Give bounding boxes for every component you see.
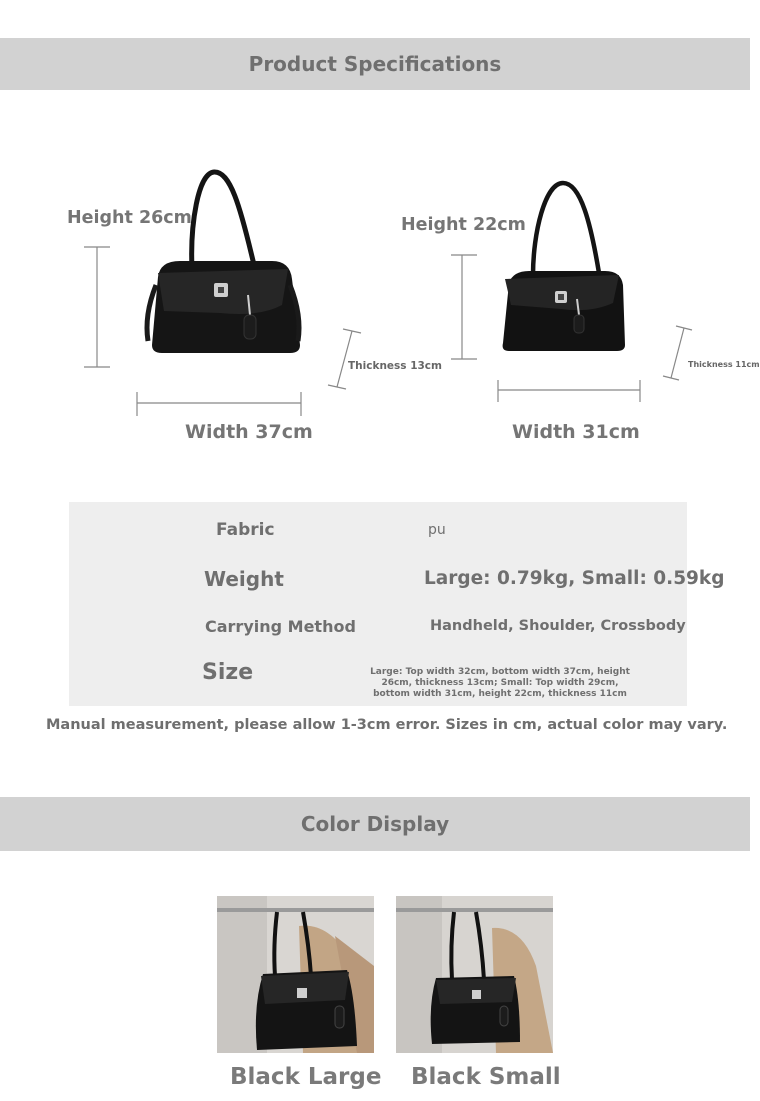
color-label-black-small: Black Small <box>411 1064 561 1090</box>
spec-label-carrying: Carrying Method <box>205 617 356 636</box>
large-bag-image <box>140 165 310 360</box>
small-width-label: Width 31cm <box>512 421 640 443</box>
spec-label-fabric: Fabric <box>216 520 275 540</box>
measurement-note: Manual measurement, please allow 1-3cm error. Sizes in cm, actual color may vary. <box>46 717 728 733</box>
spec-value-size <box>362 667 638 700</box>
small-height-bracket <box>447 253 481 363</box>
spec-value-carrying: Handheld, Shoulder, Crossbody <box>430 618 686 634</box>
small-thickness-bracket <box>660 322 696 384</box>
spec-value-size-line2: 26cm, thickness 13cm; Small: Top width 29cm, <box>381 678 619 688</box>
small-thickness-label: Thickness 11cm <box>688 360 760 369</box>
specs-section-title: Product Specifications <box>248 52 502 76</box>
large-width-label: Width 37cm <box>185 421 313 443</box>
spec-label-size: Size <box>202 660 254 685</box>
specs-section-header <box>0 38 750 90</box>
spec-value-weight: Large: 0.79kg, Small: 0.59kg <box>424 568 725 589</box>
large-width-bracket <box>133 390 305 418</box>
large-height-bracket <box>80 245 114 370</box>
spec-value-fabric: pu <box>428 522 446 538</box>
small-height-label: Height 22cm <box>401 215 526 235</box>
spec-value-size-line1: Large: Top width 32cm, bottom width 37cm, height <box>370 667 630 677</box>
black-small-photo[interactable] <box>396 896 553 1053</box>
large-thickness-label: Thickness 13cm <box>348 360 442 372</box>
spec-label-weight: Weight <box>204 567 284 591</box>
color-section-header <box>0 797 750 851</box>
spec-value-size-line3: bottom width 31cm, height 22cm, thickness 11cm <box>373 689 627 699</box>
color-label-black-large: Black Large <box>230 1064 382 1090</box>
small-bag-image <box>495 175 635 355</box>
large-height-label: Height 26cm <box>67 208 192 228</box>
color-section-title: Color Display <box>300 812 450 836</box>
small-width-bracket <box>494 378 644 404</box>
black-large-photo[interactable] <box>217 896 374 1053</box>
